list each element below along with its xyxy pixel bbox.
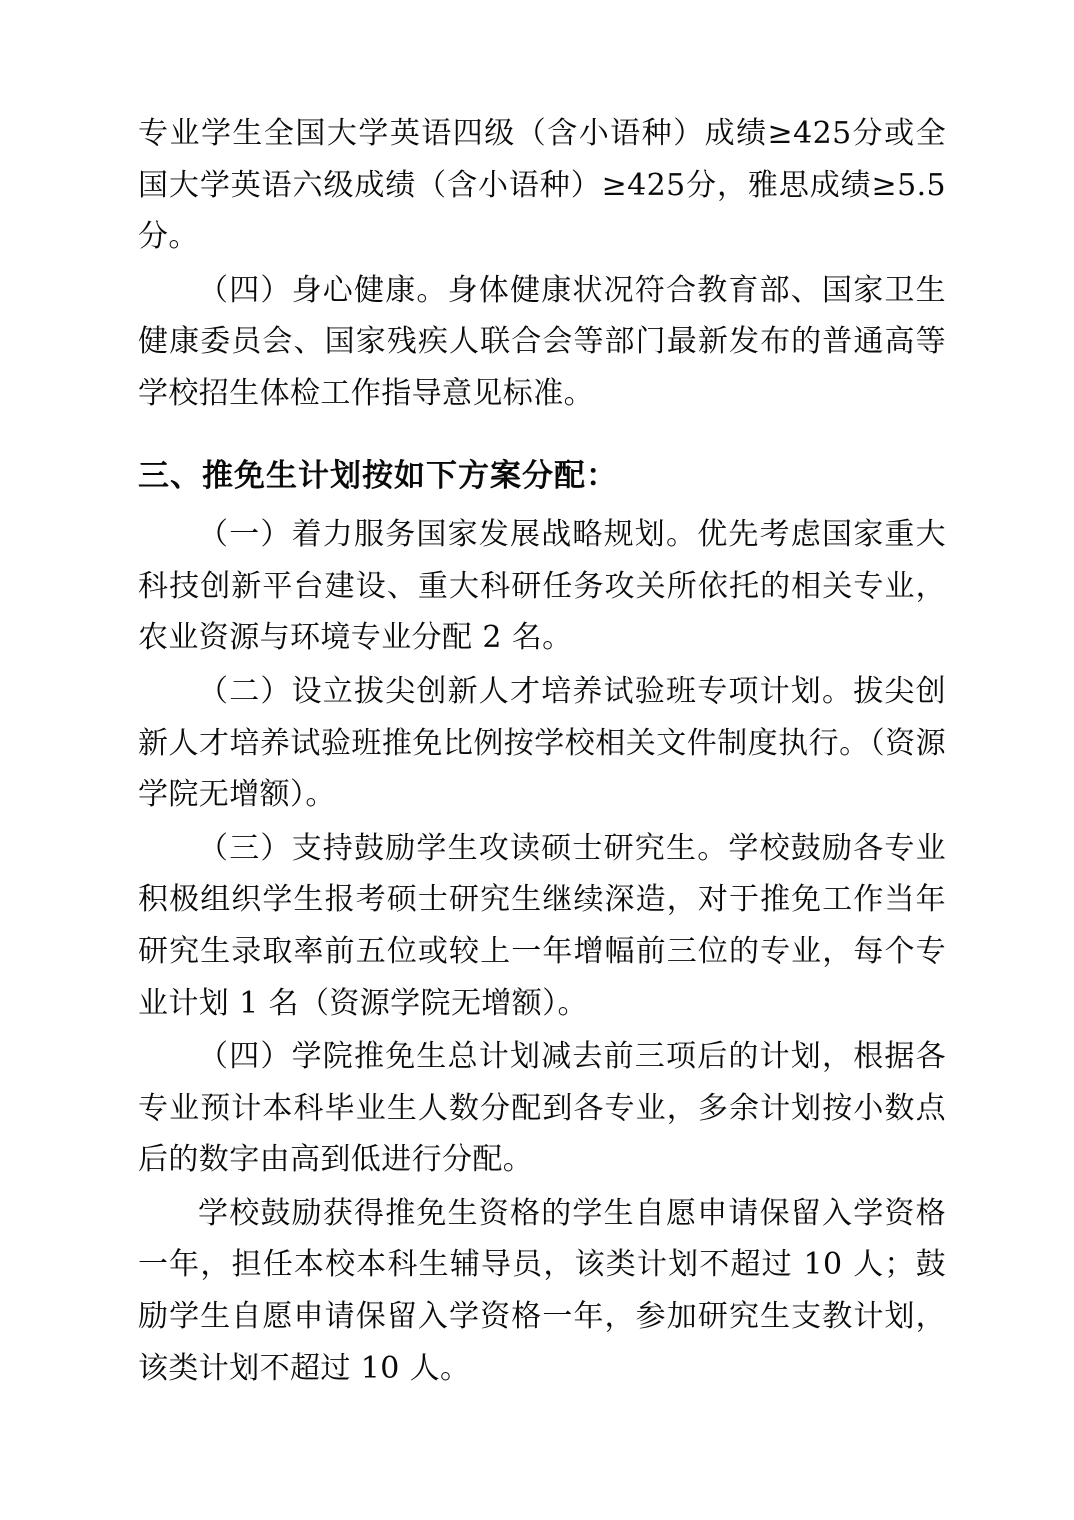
paragraph-plan-three: （三）支持鼓励学生攻读硕士研究生。学校鼓励各专业积极组织学生报考硕士研究生继续深造，对于推免工作当年研究生录取率前五位或较上一年增幅前三位的专业，每个专业计划 1 名（资源学院无增额）。 (138, 830, 946, 1021)
paragraph-plan-four: （四）学院推免生总计划减去前三项后的计划，根据各专业预计本科毕业生人数分配到各专业，多余计划按小数点后的数字由高到低进行分配。 (138, 1039, 946, 1178)
section-heading-plan-allocation: 三、推免生计划按如下方案分配： (138, 457, 618, 494)
document-body (138, 108, 946, 1394)
paragraph-plan-two: （二）设立拔尖创新人才培养试验班专项计划。拔尖创新人才培养试验班推免比例按学校相关文件制度执行。（资源学院无增额）。 (138, 673, 946, 813)
paragraph-item-four-health: （四）身心健康。身体健康状况符合教育部、国家卫生健康委员会、国家残疾人联合会等部门最新发布的普通高等学校招生体检工作指导意见标准。 (138, 272, 946, 411)
paragraph-english-requirement: 专业学生全国大学英语四级（含小语种）成绩≥425分或全国大学英语六级成绩（含小语种）≥425分，雅思成绩≥5.5分。 (138, 116, 946, 255)
paragraph-plan-one: （一）着力服务国家发展战略规划。优先考虑国家重大科技创新平台建设、重大科研任务攻关所依托的相关专业，农业资源与环境专业分配 2 名。 (138, 517, 946, 656)
paragraph-plan-reserve: 学校鼓励获得推免生资格的学生自愿申请保留入学资格一年，担任本校本科生辅导员，该类计划不超过 10 人；鼓励学生自愿申请保留入学资格一年，参加研究生支教计划，该类计划不超过 10 人。 (138, 1195, 946, 1386)
